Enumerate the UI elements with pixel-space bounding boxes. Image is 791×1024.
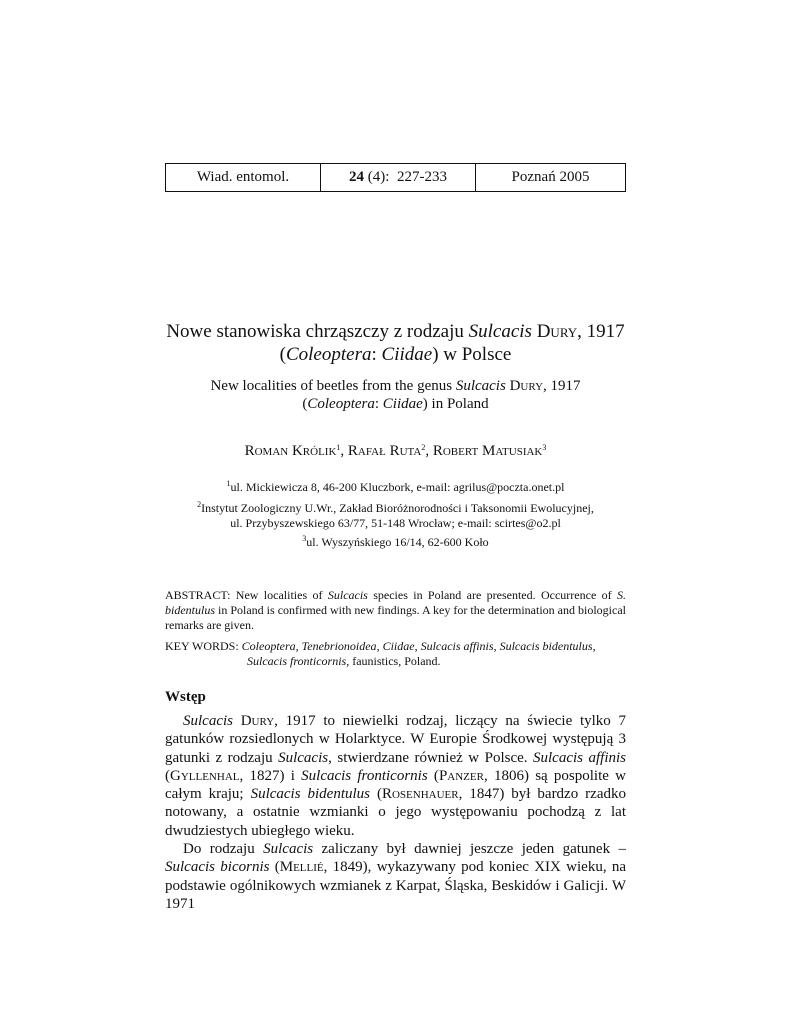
paper-title-polish: Nowe stanowiska chrząszczy z rodzaju Sulcacis Dury, 1917 (Coleoptera: Ciidae) w Polsce xyxy=(166,321,625,365)
affiliation-1: $^1$ul. Mickiewicza 8, 46-200 Kluczbork, e-mail: agrilus@poczta.onet.pl xyxy=(226,479,565,494)
abstract-label: ABSTRACT: xyxy=(165,588,231,602)
place-year-text: Poznań 2005 xyxy=(511,169,590,185)
affiliation-2: $^2$Instytut Zoologiczny U.Wr., Zakład Bioróżnorodności i Taksonomii Ewolucyjnej, ul. Przybyszewskiego 63/77, 51-148 Wrocław; e-mail: scirtes@o2.pl xyxy=(197,500,594,530)
paragraph-2: Do rodzaju Sulcacis zaliczany był dawniej jeszcze jeden gatunek – Sulcacis bicornis (Mellié, 1849), wykazywany pod koniec XIX wieku, na podstawie ogólnikowych wzmianek z Karpat, Śląska, Beskidów i Galicji. W 1971 xyxy=(165,841,627,912)
volume-number: 24 xyxy=(349,169,365,185)
journal-name xyxy=(166,164,320,191)
affiliation-3: $^3$ul. Wyszyńskiego 16/14, 62-600 Koło xyxy=(302,534,489,549)
body-text xyxy=(165,712,626,913)
author-2: Rafał Ruta xyxy=(347,443,422,459)
abstract: ABSTRACT: New localities of Sulcacis species in Poland are presented. Occurrence of S. bidentulus in Poland is confirmed with new findings. A key for the determination and biological remarks are given. xyxy=(165,588,626,632)
issue-pages: (4): 227-233 xyxy=(364,169,447,185)
section-heading: Wstęp xyxy=(165,689,206,705)
journal-header-box xyxy=(165,163,626,192)
genus-name: Sulcacis xyxy=(468,321,532,342)
journal-name-text: Wiad. entomol. xyxy=(196,169,290,185)
author-list: Roman Królik$^1$, Rafał Ruta$^2$, Robert Matusiak$^3$ xyxy=(244,443,547,459)
key-words: KEY WORDS: Coleoptera, Tenebrionoidea, Ciidae, Sulcacis affinis, Sulcacis bidentulus, Sulcacis fronticornis, faunistics, Poland. xyxy=(165,639,596,668)
paper-title-english: New localities of beetles from the genus Sulcacis Dury, 1917 (Coleoptera: Ciidae) in Poland xyxy=(210,378,581,412)
place-year xyxy=(475,164,625,191)
volume-issue-pages xyxy=(320,164,475,191)
paragraph-1: Sulcacis Dury, 1917 to niewielki rodzaj, liczący na świecie tylko 7 gatunków rozsiedlonych w Holarktyce. W Europie Środkowej występują 3 gatunki z rodzaju Sulcacis, stwierdzane również w Polsce. Sulcacis affinis (Gyllenhal, 1827) i Sulcacis fronticornis (Panzer, 1806) są pospolite w całym kraju; Sulcacis bidentulus (Rosenhauer, 1847) był bardzo rzadko notowany, a ostatnie wzmianki o jego występowaniu pochodzą z lat dwudziestych ubiegłego wieku. xyxy=(165,713,627,839)
author-3: Robert Matusiak xyxy=(432,443,543,459)
author-1: Roman Królik xyxy=(244,443,337,459)
key-words-label: KEY WORDS: xyxy=(165,639,239,653)
